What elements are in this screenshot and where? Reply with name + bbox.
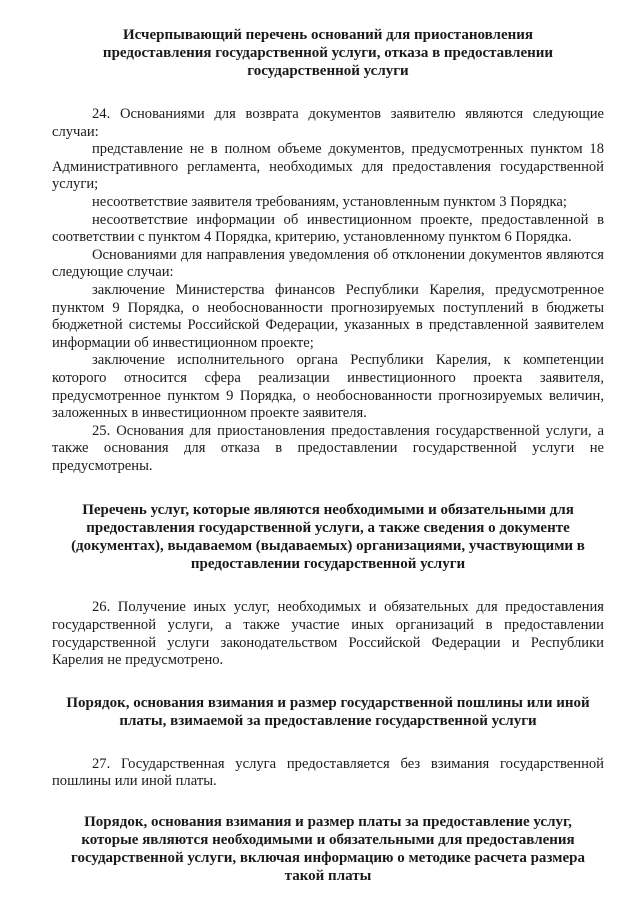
heading-line: предоставления государственной услуги, а также сведения о документе <box>86 520 570 537</box>
heading-line: платы, взимаемой за предоставление государственной услуги <box>119 712 537 729</box>
heading-line: такой платы <box>284 868 372 885</box>
section-heading-fee-for-required-services <box>52 813 604 885</box>
paragraph-rejection-item-ministry-conclusion: заключение Министерства финансов Республики Карелия, предусмотренное пунктом 9 Порядка, о необоснованности прогнозируемых поступлений в бюджеты бюджетной системы Российской Федерации, указанных в представленной заявителем информации об инвестиционном проекте; <box>52 281 604 351</box>
section-heading-suspension-grounds <box>52 26 604 80</box>
section-heading-state-fee <box>52 694 604 730</box>
paragraph-24-item-project-info-mismatch: несоответствие информации об инвестиционном проекте, предоставленной в соответствии с пунктом 4 Порядка, критерию, установленному пунктом 6 Порядка. <box>52 211 604 246</box>
paragraph-24-intro: 24. Основаниями для возврата документов заявителю являются следующие случаи: <box>52 106 604 140</box>
paragraph-24-item-applicant-mismatch: несоответствие заявителя требованиям, установленным пунктом 3 Порядка; <box>92 193 567 210</box>
document-page <box>52 26 604 885</box>
heading-line: государственной услуги, включая информацию о методике расчета размера <box>71 850 585 867</box>
paragraph-24-item-incomplete-documents: представление не в полном объеме документов, предусмотренных пунктом 18 Административного регламента, необходимых для предоставления государственной услуги; <box>52 141 604 193</box>
heading-line: которые являются необходимыми и обязательными для предоставления <box>81 832 575 849</box>
heading-line: государственной услуги <box>247 63 409 79</box>
heading-line: Порядок, основания взимания и размер платы за предоставление услуг, <box>84 814 572 831</box>
heading-line: (документах), выдаваемом (выдаваемых) организациями, участвующими в <box>71 538 585 555</box>
heading-line: Исчерпывающий перечень оснований для приостановления <box>122 27 534 43</box>
heading-line: Порядок, основания взимания и размер государственной пошлины или иной <box>66 694 590 711</box>
heading-line: предоставления государственной услуги, отказа в предоставлении <box>102 45 554 61</box>
paragraph-25: 25. Основания для приостановления предоставления государственной услуги, а также основания для отказа в предоставлении государственной услуги не предусмотрены. <box>52 422 604 474</box>
heading-line: предоставлении государственной услуги <box>190 556 466 573</box>
paragraph-26: 26. Получение иных услуг, необходимых и обязательных для предоставления государственной услуги, а также участие иных организаций в предоставлении государственной услуги законодательством Российской Федерации и Республики Карелия не предусмотрено. <box>52 599 604 669</box>
paragraph-27: 27. Государственная услуга предоставляется без взимания государственной пошлины или иной платы. <box>52 755 604 790</box>
paragraph-rejection-grounds-intro: Основаниями для направления уведомления об отклонении документов являются следующие случаи: <box>52 246 604 281</box>
paragraph-rejection-item-executive-body-conclusion: заключение исполнительного органа Республики Карелия, к компетенции которого относится сфера реализации инвестиционного проекта заявителя, предусмотренное пунктом 9 Порядка, о необоснованности прогнозируемых величин, заложенных в инвестиционном проекте заявителя. <box>52 352 604 422</box>
heading-line: Перечень услуг, которые являются необходимыми и обязательными для <box>82 502 574 519</box>
section-heading-required-services <box>52 501 604 573</box>
